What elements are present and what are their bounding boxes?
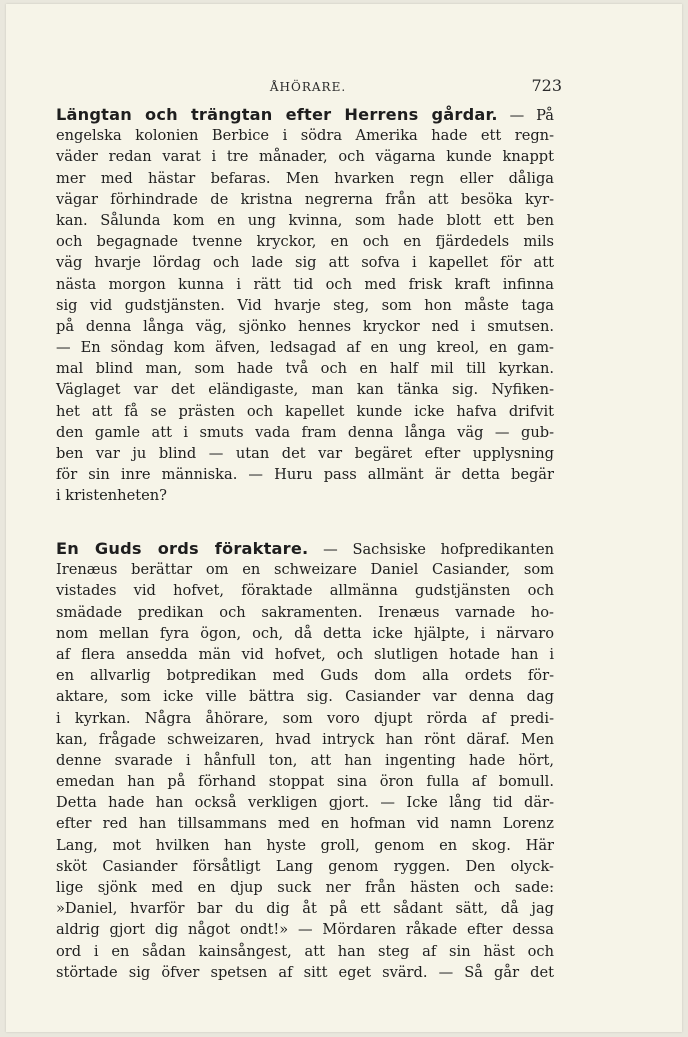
text-line: på denna långa väg, sjönko hennes kryckor ned i smutsen. [56, 317, 554, 335]
text-line: efter red han tillsammans med en hofman vid namn Lorenz [56, 815, 554, 833]
page-header [54, 76, 562, 98]
text-line: nästa morgon kunna i rätt tid och med frisk kraft infinna [56, 275, 554, 293]
text-line: vistades vid hofvet, föraktade allmänna gudstjänsten och [56, 582, 554, 600]
text-line: denne svarade i hånfull ton, att han ingenting hade hört, [56, 751, 554, 769]
text-line: väg hvarje lördag och lade sig att sofva i kapellet för att [56, 254, 554, 272]
text-line: ord i en sådan kainsångest, att han steg af sin häst och [56, 942, 554, 960]
text-line: Detta hade han också verkligen gjort. — Icke lång tid där- [56, 794, 554, 812]
text-line: för sin inre människa. — Huru pass allmänt är detta begär [56, 466, 554, 484]
text-line: sköt Casiander försåtligt Lang genom ryggen. Den olyck- [56, 857, 554, 875]
text-line: Lang, mot hvilken han hyste groll, genom en skog. Här [56, 836, 554, 854]
article-first-line-text: — Sachsiske hofpredikanten [308, 541, 554, 558]
text-line: den gamle att i smuts vada fram denna långa väg — gub- [56, 423, 554, 441]
text-line: mer med hästar befaras. Men hvarken regn eller dåliga [56, 169, 554, 187]
article-heading: En Guds ords föraktare. [56, 539, 309, 558]
text-line: smädade predikan och sakramenten. Irenæus varnade ho- [56, 603, 554, 621]
text-line: engelska kolonien Berbice i södra Amerika hade ett regn- [56, 127, 554, 145]
text-line: väder redan varat i tre månader, och vägarna kunde knappt [56, 148, 554, 166]
text-line: lige sjönk med en djup suck ner från hästen och sade: [56, 879, 554, 896]
article-first-line [56, 104, 554, 125]
text-line: Irenæus berättar om en schweizare Daniel Casiander, som [56, 561, 554, 579]
text-line: vägar förhindrade de kristna negrerna från att besöka kyr- [56, 190, 554, 208]
text-line: i kristenheten? [56, 487, 167, 505]
article-despiser [56, 538, 554, 983]
text-line: och begagnade tvenne kryckor, en och en fjärdedels mils [56, 233, 554, 251]
running-head: ÅHÖRARE. [269, 80, 347, 94]
text-line: nom mellan fyra ögon, och, då detta icke hjälpte, i närvaro [56, 624, 554, 642]
article-longing [56, 104, 554, 507]
text-line: emedan han på förhand stoppat sina öron fulla af bomull. [56, 773, 554, 791]
text-line: »Daniel, hvarför bar du dig åt på ett sådant sätt, då jag [56, 900, 554, 918]
text-line: kan, frågade schweizaren, hvad intryck han rönt däraf. Men [56, 730, 554, 748]
text-line: het att få se prästen och kapellet kunde icke hafva drifvit [56, 402, 554, 420]
text-line: kan. Sålunda kom en ung kvinna, som hade blott ett ben [56, 211, 554, 229]
page-number: 723 [531, 76, 562, 95]
text-line: Väglaget var det eländigaste, man kan tänka sig. Nyfiken- [56, 381, 554, 399]
text-line: ben var ju blind — utan det var begäret efter upplysning [56, 445, 554, 462]
article-heading: Längtan och trängtan efter Herrens gårdar. [56, 105, 498, 124]
text-line: sig vid gudstjänsten. Vid hvarje steg, som hon måste taga [56, 296, 554, 314]
text-line: mal blind man, som hade två och en half mil till kyrkan. [56, 360, 554, 378]
article-first-line [56, 538, 554, 559]
text-line: — En söndag kom äfven, ledsagad af en ung kreol, en gam- [56, 339, 554, 357]
text-line: en allvarlig botpredikan med Guds dom alla ordets för- [56, 667, 554, 685]
text-line: af flera ansedda män vid hofvet, och slutligen hotade han i [56, 645, 554, 663]
text-line: i kyrkan. Några åhörare, som voro djupt rörda af predi- [56, 709, 554, 727]
article-first-line-text: — På [497, 107, 554, 124]
text-line: aktare, som icke ville bättra sig. Casiander var denna dag [56, 688, 554, 706]
text-line: störtade sig öfver spetsen af sitt eget svärd. — Så går det [56, 963, 554, 981]
text-line: aldrig gjort dig något ondt!» — Mördaren råkade efter dessa [56, 921, 554, 939]
book-page [6, 4, 682, 1032]
